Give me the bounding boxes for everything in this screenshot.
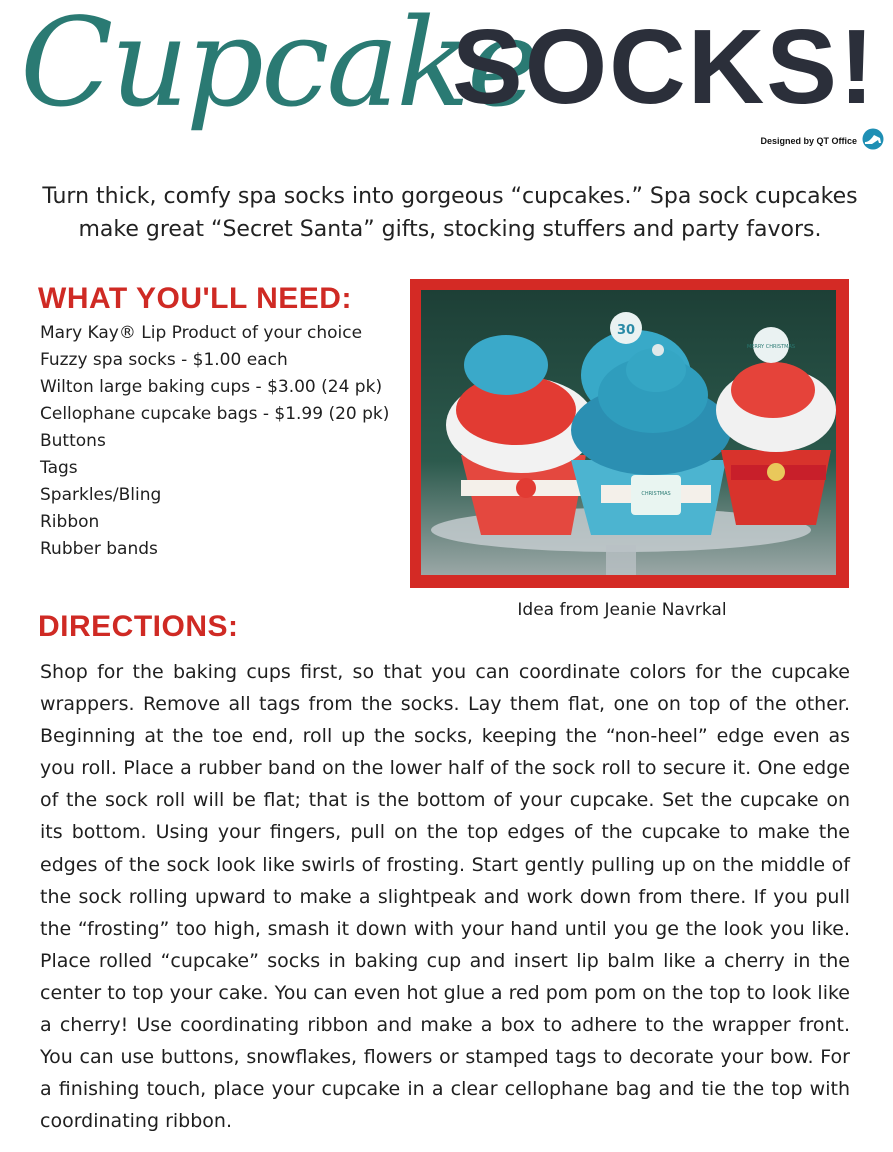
supplies-list [40, 320, 389, 563]
supplies-heading: WHAT YOU'LL NEED: [38, 282, 352, 315]
photo-frame [410, 279, 849, 588]
photo-caption: Idea from Jeanie Navrkal [517, 600, 727, 620]
supply-item: Sparkles/Bling [40, 485, 162, 505]
tag-number: 30 [616, 323, 636, 338]
supply-item: Ribbon [40, 512, 100, 532]
supply-item: Buttons [40, 431, 106, 451]
tag-merry-christmas: MERRY CHRISTMAS [746, 344, 796, 350]
directions-text: Shop for the baking cups first, so that you can coordinate colors for the cupcake wrappers. Remove all tags from the socks. Lay them flat, one on top of the other. Beginning at the toe end, roll up the socks, keeping the “non-heel” edge even as you roll. Place a rubber band on the lower half of the sock roll to secure it. One edge of the sock roll will be flat; that is the bottom of your cupcake. Set the cupcake on its bottom. Using your fingers, pull on the top edges of the cupcake to make the edges of the sock look like swirls of frosting. Start gently pulling up on the middle of the sock rolling upward to make a slightpeak and work down from there. If you pull the “frosting” too high, smash it down with your hand until you ge the look you like. Place rolled “cupcake” socks in baking cup and insert lip balm like a cherry in the center to top your cake. You can even hot glue a red pom pom on the top to look like a cherry! Use coordinating ribbon and make a box to adhere to the wrapper front. You can use buttons, snowflakes, flowers or stamped tags to decorate your bow. For a finishing touch, place your cupcake in a clear cellophane bag and tie the top with coordinating ribbon. [40, 661, 850, 1133]
tag-christmas: CHRISTMAS [641, 491, 671, 497]
title-socks: SOCKS! [452, 8, 877, 126]
supply-item: Wilton large baking cups - $3.00 (24 pk) [40, 377, 383, 397]
directions-heading: DIRECTIONS: [38, 610, 239, 643]
designer-credit: Designed by QT Office [760, 136, 857, 146]
supply-item: Tags [40, 458, 78, 478]
high-heel-shoe-icon [860, 128, 886, 150]
title-cupcake: Cupcake [20, 0, 537, 134]
intro-text: Turn thick, comfy spa socks into gorgeous “cupcakes.” Spa sock cupcakes make great “Secret Santa” gifts, stocking stuffers and party favors. [42, 184, 858, 242]
supply-item: Rubber bands [40, 539, 158, 559]
cupcake-socks-photo [421, 290, 836, 575]
supply-item: Fuzzy spa socks - $1.00 each [40, 350, 288, 370]
supply-item: Mary Kay® Lip Product of your choice [40, 323, 363, 343]
supply-item: Cellophane cupcake bags - $1.99 (20 pk) [40, 404, 390, 424]
